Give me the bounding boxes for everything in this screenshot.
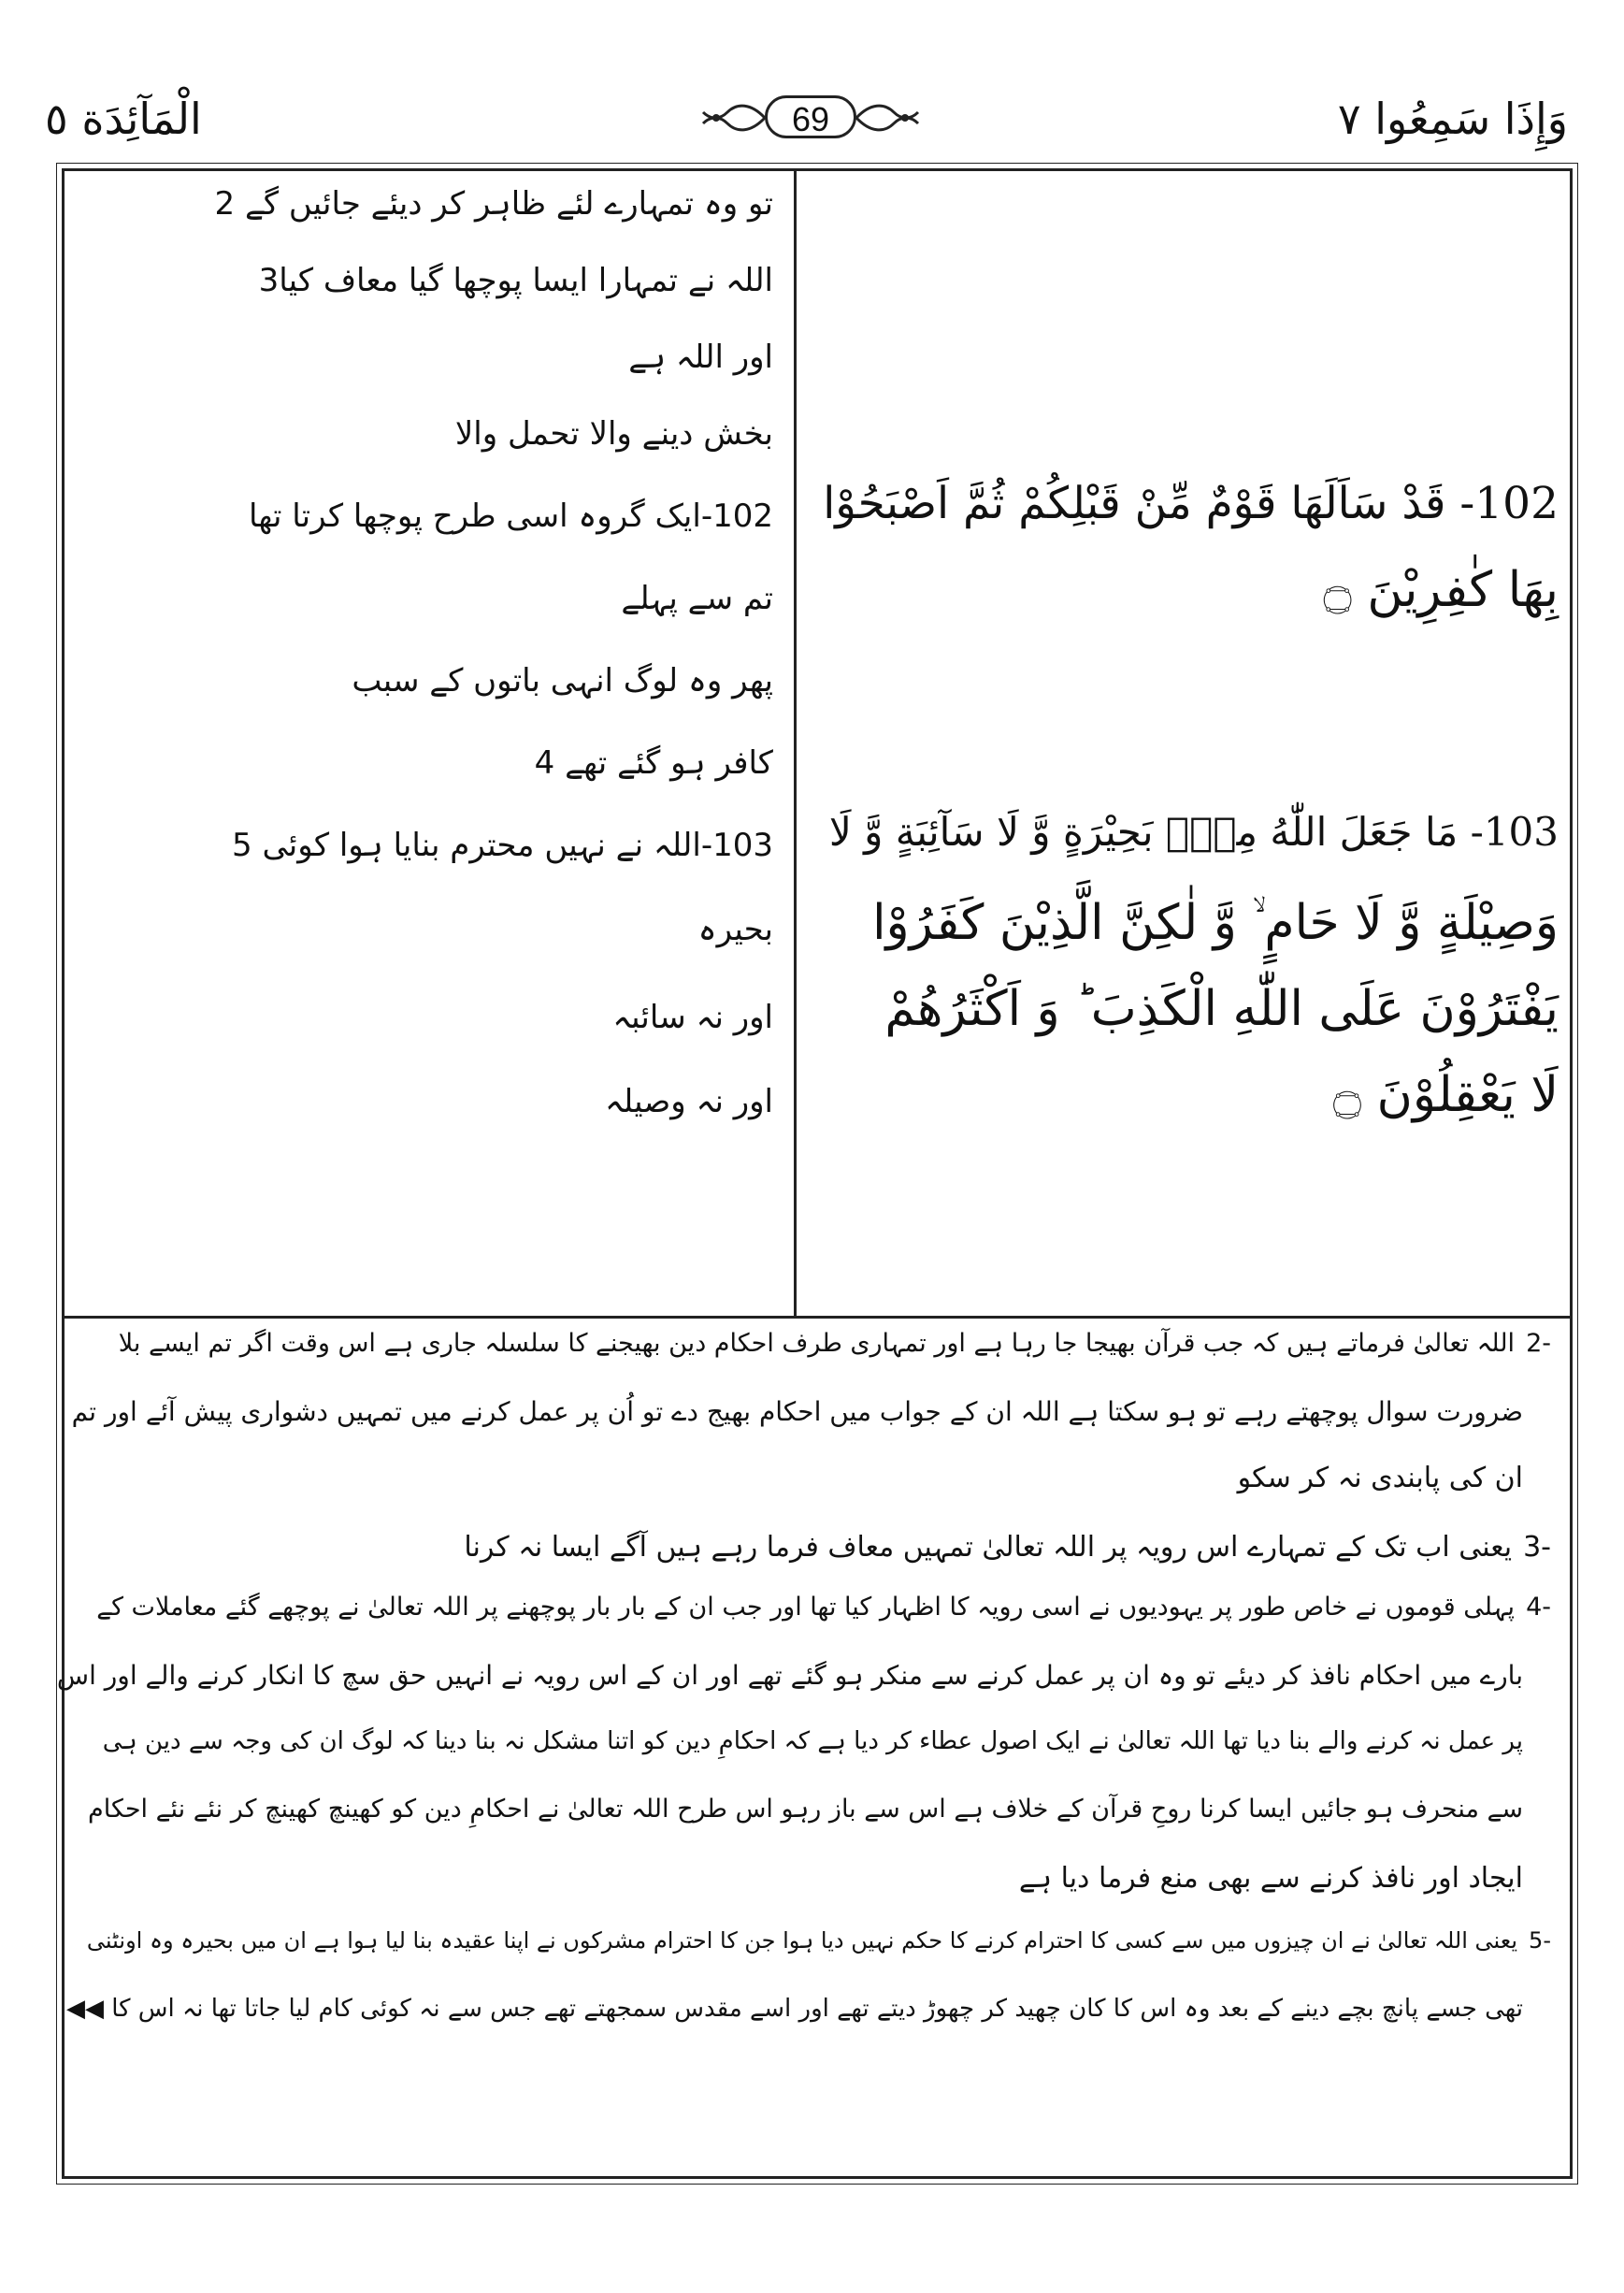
footnote-2 <box>119 1329 1551 1358</box>
urdu-line: بخش دینے والا تحمل والا <box>454 415 773 453</box>
footnotes <box>56 1320 1570 2176</box>
footnote-line: یعنی اللہ تعالیٰ نے ان چیزوں میں سے کسی کا احترام کرنے کا حکم نہیں دیا ہوا جن کا احترام مشرکوں نے اپنا عقیدہ بنا لیا ہوا ہے ان میں بحیرہ وہ اونٹنی <box>86 1927 1518 1954</box>
footnote-line: ایجاد اور نافذ کرنے سے بھی منع فرما دیا ہے <box>1018 1862 1523 1895</box>
arabic-line: يَفْتَرُوْنَ عَلَى اللّٰهِ الْكَذِبَ ؕ وَ اَكْثَرُهُمْ <box>884 981 1559 1037</box>
footnote-4 <box>96 1593 1551 1622</box>
footnote-number: -4 <box>1526 1593 1551 1622</box>
urdu-line: 102-ایک گروہ اسی طرح پوچھا کرتا تھا <box>248 498 773 535</box>
urdu-translation-column <box>65 171 794 1316</box>
footnote-line: بارے میں احکام نافذ کر دیئے تو وہ ان پر عمل کرنے سے منکر ہو گئے تھے اور ان کے اس رویہ نے انہیں حق سچ کا انکار کرنے والے اور اس <box>56 1660 1523 1691</box>
page-number-box <box>699 90 922 146</box>
footnote-number: -2 <box>1526 1329 1551 1358</box>
urdu-line: بحیرہ <box>697 911 773 948</box>
urdu-line: تم سے پہلے <box>621 580 773 617</box>
footnote-line: ان کی پابندی نہ کر سکو <box>1237 1462 1523 1494</box>
footnote-line: تھی جسے پانچ بچے دینے کے بعد وہ اس کا کان چھید کر چھوڑ دیتے تھے اور اسے مقدس سمجھتے تھے جس سے نہ کوئی کام لیا جاتا تھا نہ اس کا ◀◀ <box>65 1995 1523 2023</box>
arabic-verse-column <box>797 171 1570 1316</box>
ornament-icon <box>855 99 922 137</box>
urdu-line: اللہ نے تمہارا ایسا پوچھا گیا معاف کیا3 <box>258 262 773 299</box>
page-frame <box>56 168 1573 2179</box>
footnote-5 <box>87 1927 1551 1954</box>
page-number: 69 <box>765 95 856 138</box>
footnote-line: یعنی اب تک کے تمہارے اس رویہ پر اللہ تعالیٰ تمہیں معاف فرما رہے ہیں آگے ایسا نہ کرنا <box>464 1531 1513 1564</box>
arabic-line: لَا يَعْقِلُوْنَ ۝ <box>1332 1067 1559 1123</box>
footnote-line: پہلی قوموں نے خاص طور پر یہودیوں نے اسی رویہ کا اظہار کیا تھا اور جب ان کے بار بار پوچھنے پر اللہ تعالیٰ نے پوچھے گئے معاملات کے <box>96 1593 1516 1622</box>
urdu-line: اور اللہ ہے <box>628 339 773 376</box>
verse-table <box>65 171 1570 1319</box>
footnote-3 <box>464 1531 1551 1564</box>
arabic-line: وَصِيْلَةٍ وَّ لَا حَامٍ ۙ وَّ لٰكِنَّ الَّذِيْنَ كَفَرُوْا <box>872 895 1559 951</box>
urdu-line: کافر ہو گئے تھے 4 <box>534 744 773 782</box>
urdu-line: تو وہ تمہارے لئے ظاہر کر دیئے جائیں گے 2 <box>214 185 773 223</box>
ornament-icon <box>699 99 767 137</box>
arabic-line: 103- مَا جَعَلَ اللّٰهُ مِنْۢ بَحِيْرَةٍ وَّ لَا سَآئِبَةٍ وَّ لَا <box>828 809 1559 855</box>
footnote-number: -3 <box>1523 1531 1551 1564</box>
urdu-line: 103-اللہ نے نہیں محترم بنایا ہوا کوئی 5 <box>232 827 773 864</box>
urdu-line: اور نہ وصیلہ <box>604 1083 773 1120</box>
urdu-line: پھر وہ لوگ انہی باتوں کے سبب <box>352 662 773 699</box>
footnote-line: ضرورت سوال پوچھتے رہے تو ہو سکتا ہے اللہ ان کے جواب میں احکام بھیج دے تو اُن پر عمل کرنے میں تمہیں دشواری پیش آئے اور تم <box>71 1396 1523 1427</box>
footnote-line: سے منحرف ہو جائیں ایسا کرنا روحِ قرآن کے خلاف ہے اس سے باز رہو اس طرح اللہ تعالیٰ نے احکامِ دین کو کھینچ کھینچ کر نئے نئے احکام <box>88 1795 1523 1824</box>
juz-title: وَإِذَا سَمِعُوا ٧ <box>1337 94 1568 144</box>
arabic-line: بِهَا كٰفِرِيْنَ ۝ <box>1323 562 1559 618</box>
footnote-line: پر عمل نہ کرنے والے بنا دیا تھا اللہ تعالیٰ نے ایک اصول عطاء کر دیا ہے کہ احکامِ دین کو اتنا مشکل نہ بنا دینا کہ لوگ ان کی وجہ سے دین ہی <box>102 1727 1523 1755</box>
surah-title: الْمَآئِدَة ٥ <box>45 94 202 144</box>
urdu-line: اور نہ سائبہ <box>612 999 773 1036</box>
arabic-line: 102- قَدْ سَاَلَهَا قَوْمٌ مِّنْ قَبْلِكُمْ ثُمَّ اَصْبَحُوْا <box>823 478 1559 529</box>
footnote-number: -5 <box>1529 1927 1551 1954</box>
page-header <box>0 0 1624 168</box>
footnote-line: اللہ تعالیٰ فرماتے ہیں کہ جب قرآن بھیجا جا رہا ہے اور تمہاری طرف احکام دین بھیجنے کا سلسلہ جاری ہے اس وقت اگر تم ایسے بلا <box>118 1329 1516 1358</box>
